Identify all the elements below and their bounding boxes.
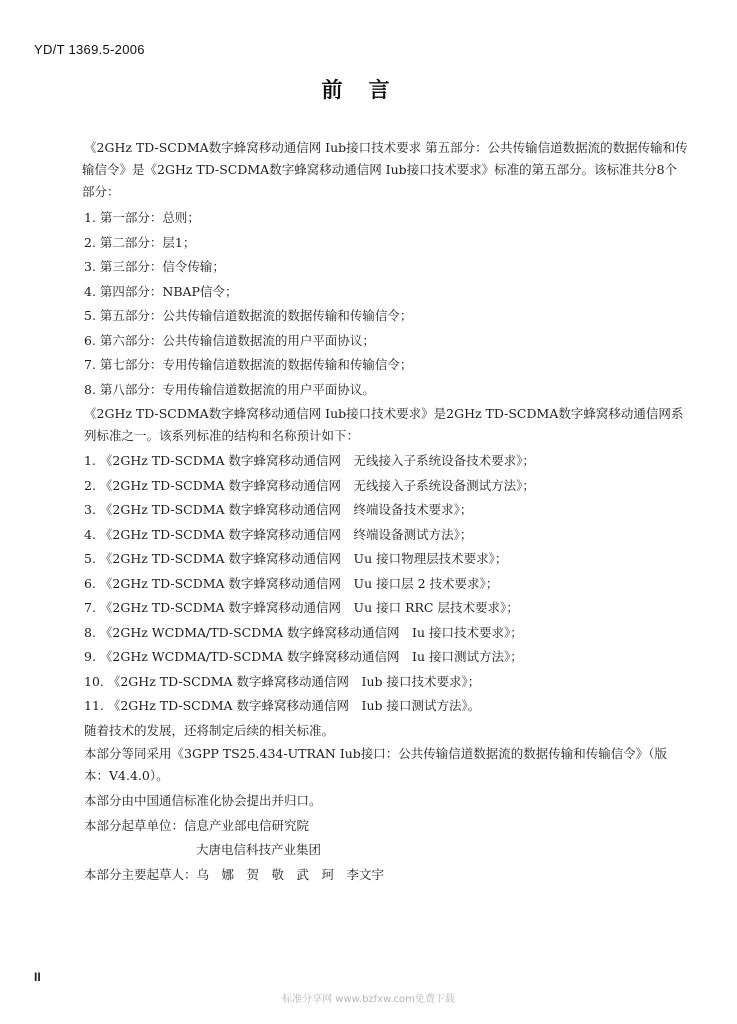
proposer-statement: 本部分由中国通信标准化协会提出并归口。 bbox=[84, 793, 322, 808]
list-item: 4. 第四部分：NBAP信令； bbox=[84, 283, 238, 299]
list-item: 1. 《2GHz TD-SCDMA 数字蜂窝移动通信网 无线接入子系统设备技术要求》； bbox=[84, 453, 535, 468]
list-item: 7. 第七部分：专用传输信道数据流的数据传输和传输信令； bbox=[84, 357, 413, 372]
list-item: 6. 第六部分：公共传输信道数据流的用户平面协议； bbox=[84, 332, 375, 348]
list-item: 2. 第二部分：层1； bbox=[84, 234, 196, 250]
list-item: 5. 第五部分：公共传输信道数据流的数据传输和传输信令； bbox=[84, 308, 413, 323]
drafting-unit: 本部分起草单位：信息产业部电信研究院 bbox=[84, 817, 310, 833]
drafting-unit-secondary: 大唐电信科技产业集团 bbox=[196, 842, 322, 857]
list-item: 8. 第八部分：专用传输信道数据流的用户平面协议。 bbox=[84, 381, 375, 397]
drafters-statement: 本部分主要起草人：乌 娜 贺 敬 武 珂 李文宇 bbox=[84, 866, 385, 882]
list-item: 1. 第一部分：总则； bbox=[84, 210, 200, 225]
page-title: 前言 bbox=[321, 78, 416, 102]
list-item: 3. 第三部分：信令传输； bbox=[84, 259, 225, 274]
document-code: YD/T 1369.5-2006 bbox=[34, 42, 145, 57]
list-item: 8. 《2GHz WCDMA/TD-SCDMA 数字蜂窝移动通信网 Iu 接口技术要求》； bbox=[84, 624, 523, 640]
list-item: 4. 《2GHz TD-SCDMA 数字蜂窝移动通信网 终端设备测试方法》； bbox=[84, 526, 473, 542]
list-item: 2. 《2GHz TD-SCDMA 数字蜂窝移动通信网 无线接入子系统设备测试方法》； bbox=[84, 477, 535, 493]
series-list bbox=[84, 449, 690, 719]
equivalence-statement: 本部分等同采用《3GPP TS25.434-UTRAN Iub接口：公共传输信道数据流的数据传输和传输信令》（版本：V4.4.0）。 bbox=[84, 746, 668, 783]
series-intro-paragraph: 《2GHz TD-SCDMA数字蜂窝移动通信网 Iub接口技术要求》是2GHz TD-SCDMA数字蜂窝移动通信网系列标准之一。该系列标准的结构和名称预计如下： bbox=[84, 406, 684, 443]
intro-paragraph: 《2GHz TD-SCDMA数字蜂窝移动通信网 Iub接口技术要求 第五部分：公共传输信道数据流的数据传输和传输信令》是《2GHz TD-SCDMA数字蜂窝移动通信网 Iub接口技术要求》标准的第五部分。该标准共分8个部分： bbox=[82, 140, 688, 199]
future-standards-note: 随着技术的发展，还将制定后续的相关标准。 bbox=[84, 722, 335, 738]
list-item: 5. 《2GHz TD-SCDMA 数字蜂窝移动通信网 Uu 接口物理层技术要求》； bbox=[84, 551, 508, 566]
list-item: 11. 《2GHz TD-SCDMA 数字蜂窝移动通信网 Iub 接口测试方法》。 bbox=[84, 698, 481, 713]
list-item: 7. 《2GHz TD-SCDMA 数字蜂窝移动通信网 Uu 接口 RRC 层技术要求》； bbox=[84, 600, 519, 615]
list-item: 3. 《2GHz TD-SCDMA 数字蜂窝移动通信网 终端设备技术要求》； bbox=[84, 502, 473, 517]
parts-list bbox=[84, 206, 690, 402]
page-number: II bbox=[34, 970, 41, 984]
list-item: 9. 《2GHz WCDMA/TD-SCDMA 数字蜂窝移动通信网 Iu 接口测试方法》； bbox=[84, 649, 523, 664]
list-item: 6. 《2GHz TD-SCDMA 数字蜂窝移动通信网 Uu 接口层 2 技术要求》； bbox=[84, 575, 499, 591]
watermark-text: 标准分享网 www.bzfxw.com免费下载 bbox=[282, 994, 455, 1005]
document-body bbox=[84, 135, 690, 887]
list-item: 10. 《2GHz TD-SCDMA 数字蜂窝移动通信网 Iub 接口技术要求》； bbox=[84, 673, 481, 689]
